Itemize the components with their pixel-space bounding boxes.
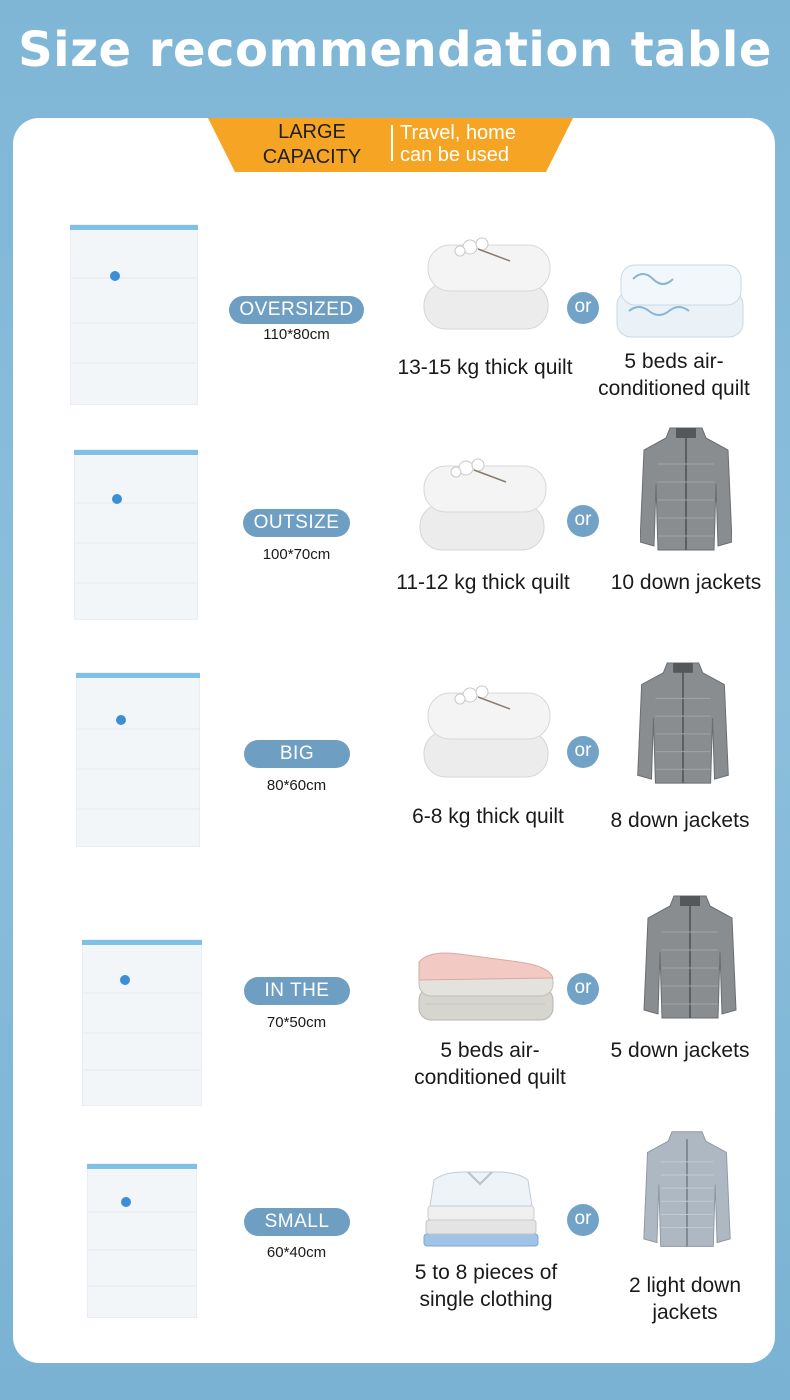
size-dimensions: 60*40cm bbox=[266, 1244, 327, 1261]
vacuum-bag-icon bbox=[70, 223, 198, 405]
right-capacity-caption: 5 beds air-conditioned quilt bbox=[598, 350, 750, 400]
or-badge: or bbox=[567, 736, 599, 768]
size-dimensions: 80*60cm bbox=[266, 777, 327, 794]
size-dimensions: 100*70cm bbox=[262, 546, 331, 563]
or-badge: or bbox=[567, 292, 599, 324]
quilt-icon bbox=[418, 235, 552, 335]
size-label: BIG bbox=[244, 740, 350, 768]
or-badge: or bbox=[567, 505, 599, 537]
size-row bbox=[0, 215, 790, 445]
size-row bbox=[0, 440, 790, 670]
quilt-icon bbox=[418, 683, 552, 783]
vacuum-bag-icon bbox=[74, 448, 202, 620]
banner-left-text: LARGE CAPACITY bbox=[262, 121, 362, 168]
page-title: Size recommendation table bbox=[18, 22, 772, 78]
vacuum-bag-icon bbox=[76, 671, 204, 847]
left-capacity-caption: 6-8 kg thick quilt bbox=[412, 805, 564, 828]
left-capacity-caption: 11-12 kg thick quilt bbox=[396, 571, 570, 594]
folded-shirts-icon bbox=[420, 1168, 542, 1250]
vacuum-bag-icon bbox=[87, 1162, 215, 1318]
down-jacket-icon bbox=[636, 659, 730, 789]
vacuum-bag-icon bbox=[82, 938, 210, 1106]
banner-right-text: Travel, home can be used bbox=[400, 122, 516, 166]
right-capacity-caption: 10 down jackets bbox=[610, 571, 762, 594]
right-capacity-caption: 8 down jackets bbox=[610, 809, 750, 832]
size-dimensions: 70*50cm bbox=[266, 1014, 327, 1031]
size-label: IN THE bbox=[244, 977, 350, 1005]
capacity-banner bbox=[208, 118, 573, 172]
size-row bbox=[0, 665, 790, 895]
quilt-icon bbox=[414, 456, 548, 556]
size-label: SMALL bbox=[244, 1208, 350, 1236]
down-jacket-icon bbox=[643, 892, 737, 1024]
banner-divider bbox=[391, 125, 393, 161]
size-label: OVERSIZED bbox=[229, 296, 364, 324]
size-row bbox=[0, 1130, 790, 1360]
size-row bbox=[0, 900, 790, 1130]
size-label: OUTSIZE bbox=[243, 509, 350, 537]
left-capacity-caption: 13-15 kg thick quilt bbox=[397, 356, 573, 379]
or-badge: or bbox=[567, 1204, 599, 1236]
right-capacity-caption: 2 light down jackets bbox=[628, 1274, 742, 1324]
folded-quilt-icon bbox=[415, 948, 555, 1024]
patterned-quilt-icon bbox=[613, 261, 745, 341]
left-capacity-caption: 5 beds air-conditioned quilt bbox=[414, 1039, 566, 1089]
or-badge: or bbox=[567, 973, 599, 1005]
size-dimensions: 110*80cm bbox=[263, 326, 330, 343]
right-capacity-caption: 5 down jackets bbox=[610, 1039, 750, 1062]
left-capacity-caption: 5 to 8 pieces of single clothing bbox=[414, 1261, 558, 1311]
light-down-jacket-icon bbox=[640, 1128, 734, 1252]
down-jacket-icon bbox=[640, 424, 732, 556]
